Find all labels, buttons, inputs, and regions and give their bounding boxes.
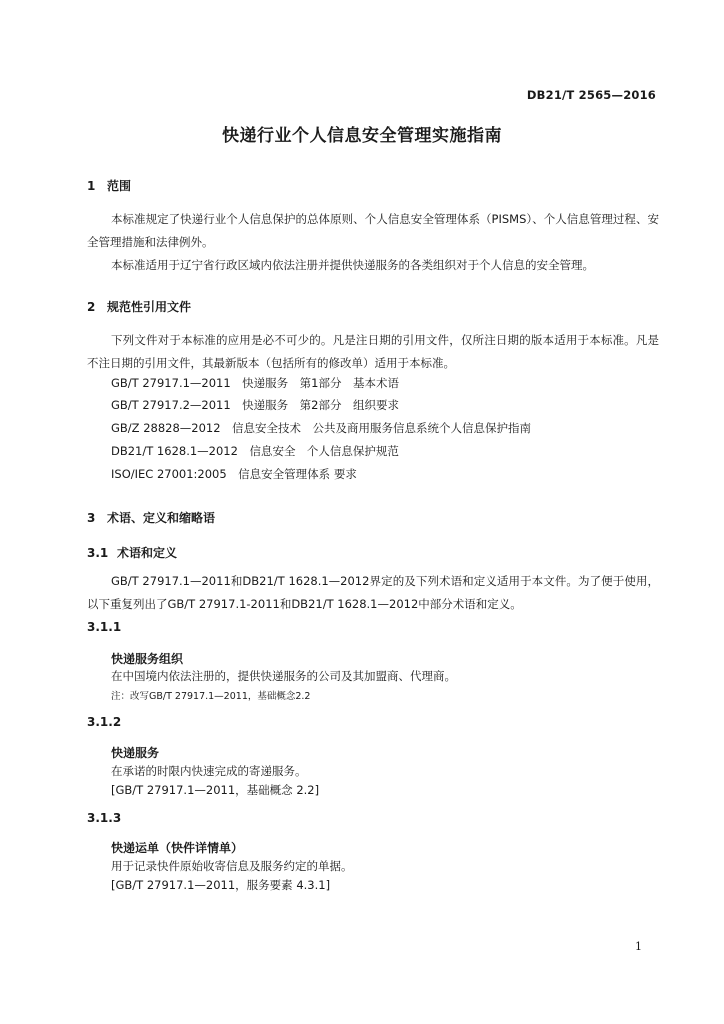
section-number: 3: [87, 511, 96, 525]
term-definition: 用于记录快件原始收寄信息及服务约定的单据。: [111, 859, 353, 873]
reference-item: GB/Z 28828—2012 信息安全技术 公共及商用服务信息系统个人信息保护指南: [111, 421, 532, 435]
term-definition: 在中国境内依法注册的，提供快递服务的公司及其加盟商、代理商。: [111, 669, 456, 683]
section-title: 术语、定义和缩略语: [107, 511, 216, 525]
document-title: 快递行业个人信息安全管理实施指南: [222, 126, 502, 146]
term-number: 3.1.3: [87, 811, 122, 825]
section-title: 规范性引用文件: [107, 300, 192, 314]
section-number: 2: [87, 300, 96, 314]
term-name: 快递服务组织: [111, 652, 184, 666]
subsection-title: 术语和定义: [117, 546, 178, 560]
reference-item: ISO/IEC 27001:2005 信息安全管理体系 要求: [111, 467, 357, 481]
subsection-number: 3.1: [87, 546, 109, 560]
term-number: 3.1.2: [87, 715, 122, 729]
term-number: 3.1.1: [87, 620, 122, 634]
term-source: [GB/T 27917.1—2011，服务要素 4.3.1]: [111, 878, 331, 892]
term-source-note: 注：改写GB/T 27917.1—2011，基础概念2.2: [111, 691, 311, 702]
section-2-heading: [87, 298, 191, 315]
reference-item: DB21/T 1628.1—2012 信息安全 个人信息保护规范: [111, 444, 399, 458]
subsection-3-1-heading: [87, 544, 177, 561]
term-name: 快递服务: [111, 746, 160, 760]
standard-code: DB21/T 2565—2016: [526, 88, 656, 102]
scope-paragraph-1: 本标准规定了快递行业个人信息保护的总体原则、个人信息安全管理体系（PISMS）、个人信息管理过程、安全管理措施和法律例外。: [87, 212, 659, 249]
term-name: 快递运单（快件详情单）: [111, 841, 244, 855]
references-intro: 下列文件对于本标准的应用是必不可少的。凡是注日期的引用文件，仅所注日期的版本适用于本标准。凡是不注日期的引用文件，其最新版本（包括所有的修改单）适用于本标准。: [87, 333, 659, 370]
term-definition: 在承诺的时限内快速完成的寄递服务。: [111, 764, 307, 778]
reference-item: GB/T 27917.2—2011 快递服务 第2部分 组织要求: [111, 398, 399, 412]
section-3-heading: [87, 509, 215, 526]
section-number: 1: [87, 179, 96, 193]
reference-item: GB/T 27917.1—2011 快递服务 第1部分 基本术语: [111, 376, 399, 390]
terms-intro: GB/T 27917.1—2011和DB21/T 1628.1—2012界定的及下列术语和定义适用于本文件。为了便于使用，以下重复列出了GB/T 27917.1-2011和DB21/T 1628.1—2012中部分术语和定义。: [87, 574, 659, 611]
section-1-heading: [87, 177, 131, 194]
term-source: [GB/T 27917.1—2011，基础概念 2.2]: [111, 783, 320, 797]
section-title: 范围: [107, 179, 132, 193]
scope-paragraph-2: 本标准适用于辽宁省行政区域内依法注册并提供快递服务的各类组织对于个人信息的安全管理。: [111, 258, 594, 272]
page-number: 1: [635, 940, 642, 953]
